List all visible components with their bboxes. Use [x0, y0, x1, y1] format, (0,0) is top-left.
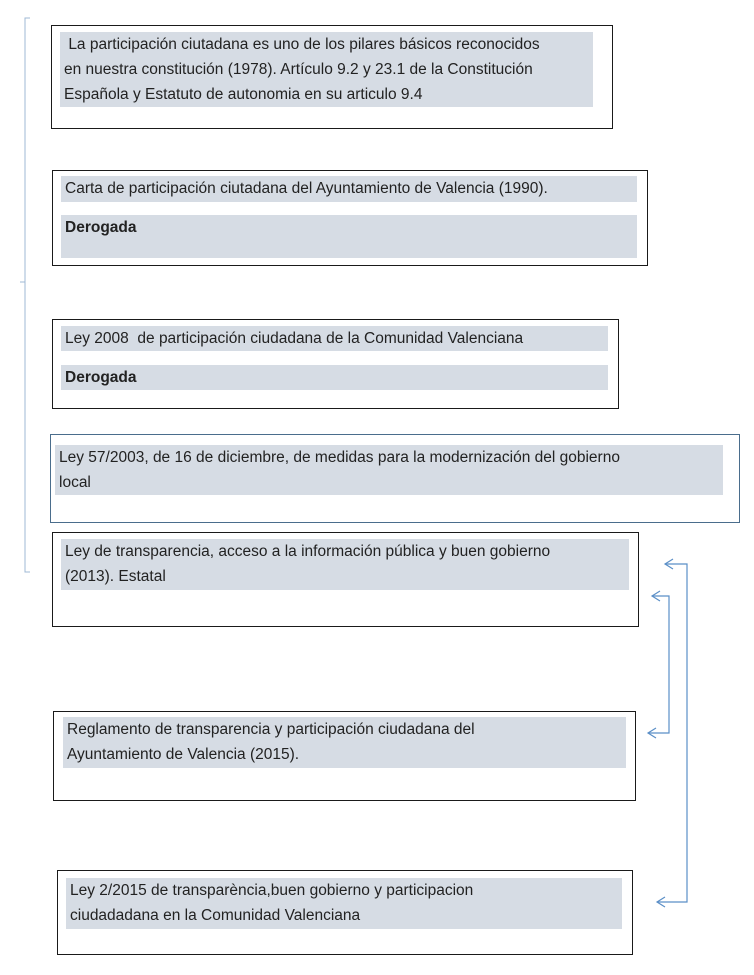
carta-text: Carta de participación ciutadana del Ayuntamiento de Valencia (1990). — [61, 176, 637, 202]
arrowhead-estatal-upper-icon — [665, 559, 673, 569]
carta-box — [52, 170, 648, 266]
arrowhead-ley2015-icon — [657, 897, 665, 907]
ley2-2015-box — [57, 870, 633, 955]
reglamento-box — [53, 711, 636, 801]
ley2008-status: Derogada — [61, 365, 608, 390]
reglamento-text: Reglamento de transparencia y participación ciudadana del Ayuntamiento de Valencia (2015). — [63, 717, 626, 768]
ley2-2015-text: Ley 2/2015 de transparència,buen gobierno y participacion ciudadadana en la Comunidad Valenciana — [66, 878, 622, 929]
left-bracket-line — [25, 18, 30, 572]
constitucion-box — [51, 25, 613, 129]
arrowhead-reglamento-icon — [648, 728, 656, 738]
ley57-text: Ley 57/2003, de 16 de diciembre, de medidas para la modernización del gobierno local — [55, 445, 723, 495]
constitucion-text: La participación ciutadana es uno de los pilares básicos reconocidos en nuestra constitución (1978). Artículo 9.2 y 23.1 de la Constitución Española y Estatuto de autonomia en su articulo 9.4 — [60, 32, 593, 107]
ley2008-box — [52, 319, 619, 409]
connector-reglamento-estatal — [648, 596, 669, 733]
ley2008-text: Ley 2008 de participación ciudadana de la Comunidad Valenciana — [61, 326, 608, 351]
transparencia-estatal-box — [52, 532, 639, 627]
connector-ley2015-estatal — [657, 564, 687, 902]
carta-status: Derogada — [61, 215, 637, 258]
transparencia-estatal-text: Ley de transparencia, acceso a la información pública y buen gobierno (2013). Estatal — [61, 539, 629, 590]
ley57-box — [50, 434, 740, 523]
arrowhead-estatal-lower-icon — [652, 591, 660, 601]
